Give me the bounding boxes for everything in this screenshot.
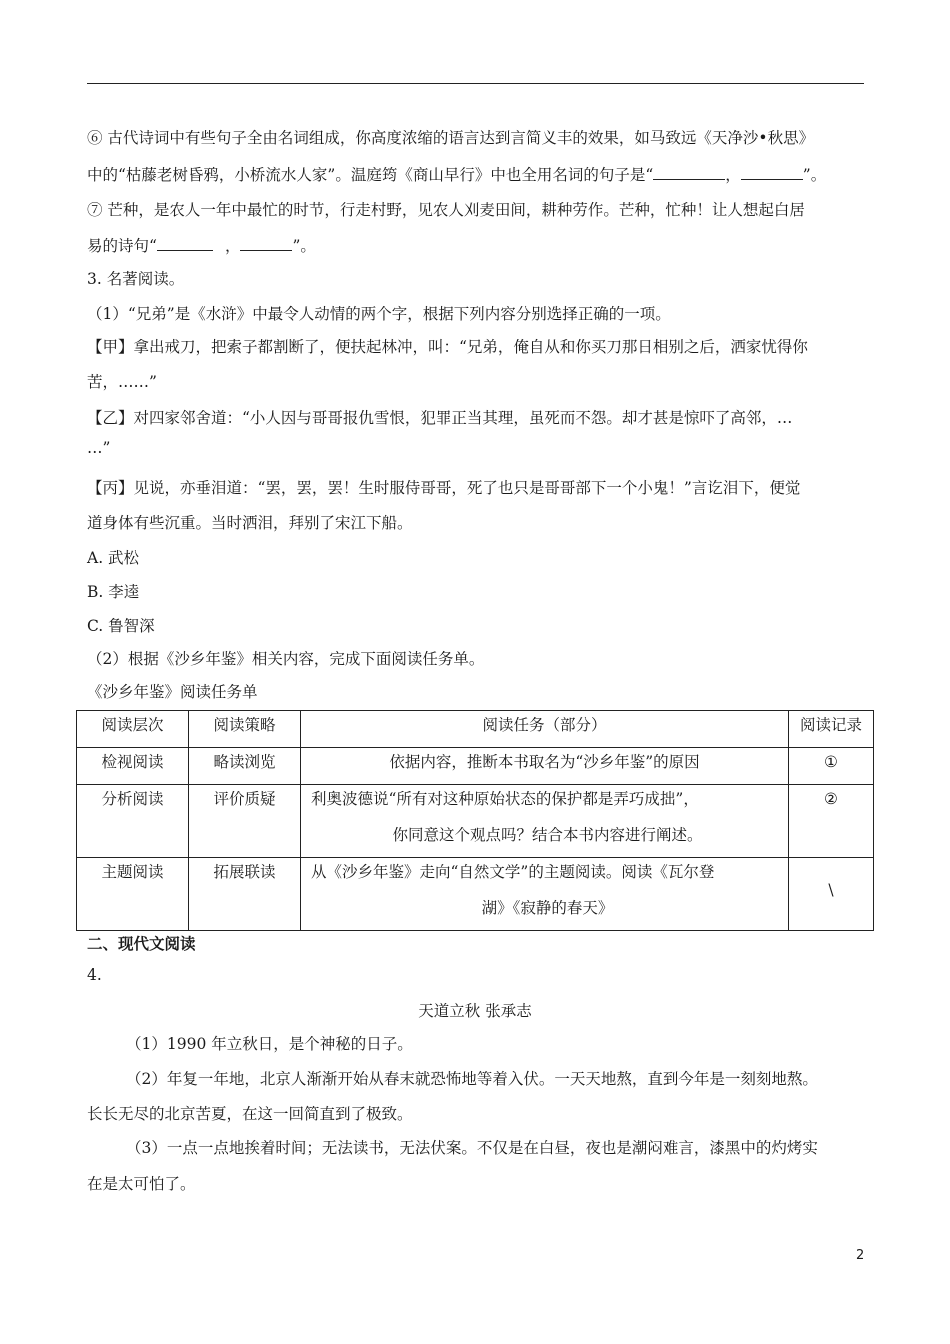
- q3-heading: 3. 名著阅读。: [87, 270, 185, 288]
- option-b[interactable]: B. 李逵: [87, 583, 140, 601]
- table-row: [77, 748, 874, 785]
- cell-strategy: 拓展联读: [189, 858, 301, 931]
- table-row: [77, 858, 874, 931]
- cell-task: 依据内容，推断本书取名为“沙乡年鉴”的原因: [301, 748, 789, 785]
- paragraph-1: （1）1990 年立秋日，是个神秘的日子。: [126, 1035, 413, 1053]
- excerpt-yi-line2: …”: [87, 439, 111, 457]
- paragraph-2-line2: 长长无尽的北京苦夏，在这一回简直到了极致。: [87, 1105, 413, 1123]
- q7-line2: [87, 234, 316, 256]
- header-task: 阅读任务（部分）: [301, 711, 789, 748]
- excerpt-bing-line1: 【丙】见说，亦垂泪道：“罢，罢，罢！生时服侍哥哥，死了也只是哥哥部下一个小鬼！”言讫泪下，便觉: [87, 479, 801, 497]
- table-row: [77, 785, 874, 858]
- excerpt-yi-line1: 【乙】对四家邻舍道：“小人因与哥哥报仇雪恨，犯罪正当其理，虽死而不怨。却才甚是惊吓了高邻，…: [87, 409, 793, 427]
- header-record: 阅读记录: [789, 711, 874, 748]
- q7-line2-end: ”。: [292, 237, 316, 255]
- cell-task: 从《沙乡年鉴》走向“自然文学”的主题阅读。阅读《瓦尔登 湖》《寂静的春天》: [301, 858, 789, 931]
- q6-line2-text: 中的“枯藤老树昏鸦，小桥流水人家”。温庭筠《商山早行》中也全用名词的句子是“: [87, 166, 654, 184]
- q7-blank-2[interactable]: [240, 236, 292, 251]
- q7-separator: ，: [224, 237, 241, 255]
- q6-line2: [87, 163, 826, 185]
- cell-task: 利奥波德说“所有对这种原始状态的保护都是弄巧成拙”， 你同意这个观点吗？结合本书内容进行阐述。: [301, 785, 789, 858]
- cell-record[interactable]: ①: [789, 748, 874, 785]
- q6-blank-2[interactable]: [741, 165, 803, 180]
- q3-sub1: （1）“兄弟”是《水浒》中最令人动情的两个字，根据下列内容分别选择正确的一项。: [87, 305, 671, 323]
- q7-blank-1[interactable]: [157, 236, 213, 251]
- paragraph-3-line1: （3）一点一点地挨着时间；无法读书，无法伏案。不仅是在白昼，夜也是潮闷难言，漆黑中的灼烤实: [126, 1139, 818, 1157]
- excerpt-jia-line1: 【甲】拿出戒刀，把索子都割断了，便扶起林冲，叫：“兄弟，俺自从和你买刀那日相别之后，洒家忧得你: [87, 338, 808, 356]
- paragraph-3-line2: 在是太可怕了。: [87, 1175, 196, 1193]
- table-title: 《沙乡年鉴》阅读任务单: [87, 683, 258, 701]
- table-header-row: [77, 711, 874, 748]
- q6-separator: ，: [725, 166, 741, 184]
- q4-number: 4.: [87, 966, 102, 984]
- cell-strategy: 评价质疑: [189, 785, 301, 858]
- cell-level: 分析阅读: [77, 785, 189, 858]
- reading-task-table: [76, 710, 874, 931]
- cell-level: 检视阅读: [77, 748, 189, 785]
- q6-line2-end: ”。: [802, 166, 827, 184]
- page-number: 2: [856, 1248, 865, 1263]
- q6-blank-1[interactable]: [653, 165, 725, 180]
- paragraph-2-line1: （2）年复一年地，北京人渐渐开始从春末就恐怖地等着入伏。一天天地熬，直到今年是一刻刻地熬。: [126, 1070, 818, 1088]
- q7-line1: ⑦ 芒种，是农人一年中最忙的时节，行走村野，见农人刈麦田间，耕种劳作。芒种，忙种！让人想起白居: [87, 201, 805, 219]
- cell-level: 主题阅读: [77, 858, 189, 931]
- header-rule: [87, 83, 864, 84]
- q7-line2-text: 易的诗句“: [87, 237, 157, 255]
- cell-record[interactable]: ②: [789, 785, 874, 858]
- excerpt-bing-line2: 道身体有些沉重。当时洒泪，拜别了宋江下船。: [87, 514, 413, 532]
- header-strategy: 阅读策略: [189, 711, 301, 748]
- article-title: 天道立秋 张承志: [418, 1002, 532, 1020]
- option-a[interactable]: A. 武松: [87, 549, 140, 567]
- section-heading: 二、现代文阅读: [87, 934, 196, 953]
- option-c[interactable]: C. 鲁智深: [87, 617, 155, 635]
- excerpt-jia-line2: 苦，……”: [87, 373, 157, 391]
- header-level: 阅读层次: [77, 711, 189, 748]
- cell-record[interactable]: \: [789, 858, 874, 931]
- q6-line1: ⑥ 古代诗词中有些句子全由名词组成，你高度浓缩的语言达到言简义丰的效果，如马致远《天净沙•秋思》: [87, 129, 815, 147]
- q3-sub2: （2）根据《沙乡年鉴》相关内容，完成下面阅读任务单。: [87, 650, 485, 668]
- cell-strategy: 略读浏览: [189, 748, 301, 785]
